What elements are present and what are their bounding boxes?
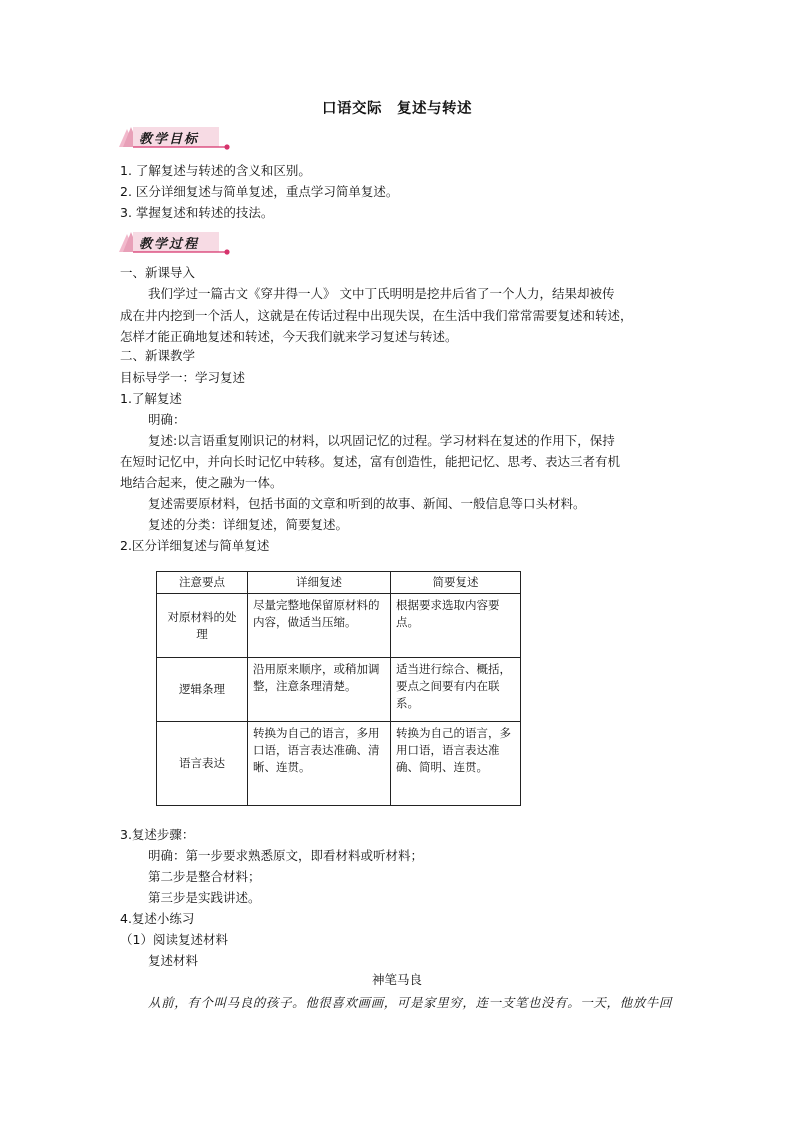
table-cell-point: 语言表达 [157, 722, 248, 806]
step4-heading: 4.复述小练习 [120, 911, 195, 926]
step-line: 第二步是整合材料； [148, 869, 261, 884]
clarify-label: 明确： [148, 412, 186, 427]
heading-part1: 一、新课导入 [120, 265, 196, 280]
table-header-cell: 详细复述 [248, 572, 391, 594]
types-line: 复述的分类：详细复述，简要复述。 [148, 517, 349, 532]
section-label-goals: 教学目标 [139, 132, 200, 147]
story-title: 神笔马良 [371, 972, 422, 987]
step3-heading: 3.复述步骤： [120, 827, 195, 842]
intro-line: 怎样才能正确地复述和转述，今天我们就来学习复述与转述。 [120, 329, 458, 344]
step-line: 第三步是实践讲述。 [148, 890, 261, 905]
table-header-row [157, 572, 521, 594]
table-row [157, 722, 521, 806]
intro-line: 成在井内挖到一个活人，这就是在传话过程中出现失误，在生活中我们常常需要复述和转述， [120, 308, 633, 323]
table-header-cell: 注意要点 [157, 572, 248, 594]
heading-part2: 二、新课教学 [120, 348, 196, 363]
goal-item: 3. 掌握复述和转述的技法。 [120, 205, 274, 220]
table-cell-detail: 沿用原来顺序，或稍加调整，注意条理清楚。 [248, 658, 391, 722]
table-cell-detail: 尽量完整地保留原材料的内容，做适当压缩。 [248, 594, 391, 658]
goal-item: 2. 区分详细复述与简单复述，重点学习简单复述。 [120, 184, 399, 199]
table-cell-point: 逻辑条理 [157, 658, 248, 722]
table-row [157, 594, 521, 658]
material-label: 复述材料 [148, 953, 199, 968]
comparison-table [156, 571, 521, 806]
goal-item: 1. 了解复述与转述的含义和区别。 [120, 163, 311, 178]
definition-line: 在短时记忆中，并向长时记忆中转移。复述，富有创造性，能把记忆、思考、表达三者有机 [120, 454, 621, 469]
section-banner-process [117, 230, 235, 256]
section-label-process: 教学过程 [139, 237, 200, 252]
definition-line: 地结合起来，使之融为一体。 [120, 475, 283, 490]
page-title: 口语交际 复述与转述 [322, 100, 472, 117]
step-line: 明确：第一步要求熟悉原文，即看材料或听材料； [148, 848, 424, 863]
table-cell-point: 对原材料的处理 [157, 594, 248, 658]
step1-heading: 1.了解复述 [120, 391, 182, 406]
table-cell-brief: 转换为自己的语言，多用口语，语言表达准确、简明、连贯。 [391, 722, 521, 806]
definition-line: 复述:以言语重复刚识记的材料，以巩固记忆的过程。学习材料在复述的作用下，保持 [148, 433, 615, 448]
table-cell-detail: 转换为自己的语言，多用口语，语言表达准确、清晰、连贯。 [248, 722, 391, 806]
goal-guide-1: 目标导学一：学习复述 [120, 370, 246, 385]
intro-line: 我们学过一篇古文《穿井得一人》 文中丁氏明明是挖井后省了一个人力，结果却被传 [148, 286, 615, 301]
table-header-cell: 简要复述 [391, 572, 521, 594]
table-cell-brief: 根据要求选取内容要点。 [391, 594, 521, 658]
table-row [157, 658, 521, 722]
sub-step-1: （1）阅读复述材料 [120, 932, 228, 947]
table-cell-brief: 适当进行综合、概括，要点之间要有内在联系。 [391, 658, 521, 722]
story-text: 从前，有个叫马良的孩子。他很喜欢画画，可是家里穷，连一支笔也没有。一天，他放牛回 [148, 995, 673, 1010]
section-banner-goals [117, 125, 235, 151]
step2-heading: 2.区分详细复述与简单复述 [120, 538, 270, 553]
needs-line: 复述需要原材料，包括书面的文章和听到的故事、新闻、一般信息等口头材料。 [148, 496, 586, 511]
